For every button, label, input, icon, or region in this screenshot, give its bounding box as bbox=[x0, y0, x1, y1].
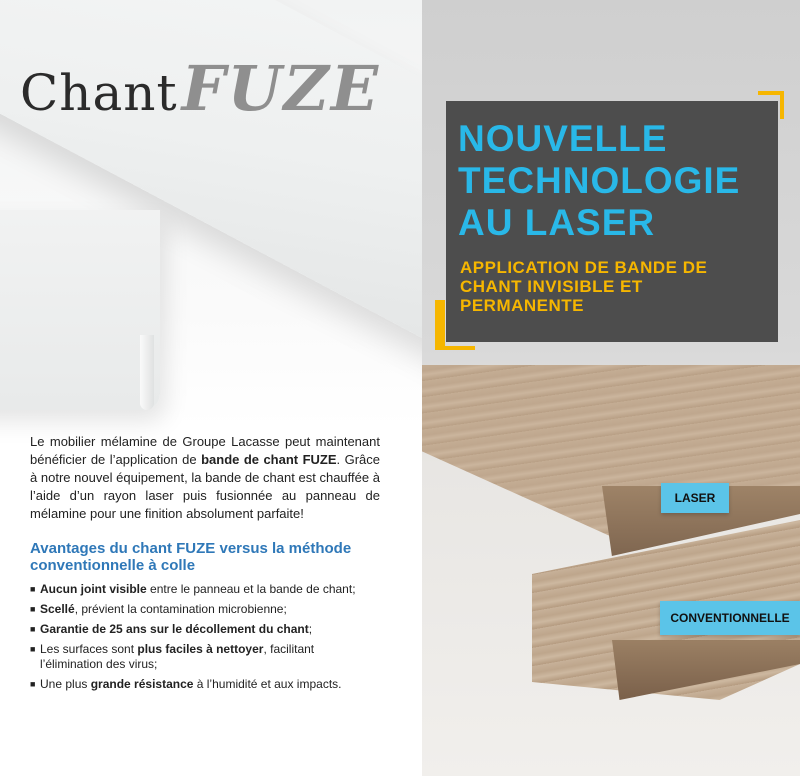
item-bold: grande résistance bbox=[90, 677, 194, 691]
list-item bbox=[30, 642, 370, 672]
page-title bbox=[20, 52, 380, 125]
item-pre: Les surfaces sont bbox=[40, 642, 138, 656]
item-text: ; bbox=[308, 622, 313, 636]
banner-subheadline: APPLICATION DE BANDE DE CHANT INVISIBLE ET PERMANENTE bbox=[460, 258, 708, 315]
white-panel-edge bbox=[140, 335, 154, 410]
item-text: à l’humidité et aux impacts. bbox=[193, 677, 342, 691]
item-bold: Garantie de 25 ans sur le décollement du chant bbox=[40, 622, 309, 636]
banner-headline: NOUVELLE TECHNOLOGIE AU LASER bbox=[458, 118, 741, 243]
conventional-tag: CONVENTIONNELLE bbox=[660, 601, 800, 635]
item-text: , prévient la contamination microbienne; bbox=[74, 602, 287, 616]
bullet-icon: ■ bbox=[30, 584, 36, 594]
title-fuze: FUZE bbox=[181, 52, 381, 125]
title-chant: Chant bbox=[20, 64, 178, 122]
laser-tag: LASER bbox=[661, 483, 729, 513]
intro-paragraph bbox=[30, 433, 380, 523]
list-item bbox=[30, 622, 370, 637]
list-item bbox=[30, 602, 370, 617]
list-item bbox=[30, 677, 370, 692]
intro-text-2: . Grâce à notre nouvel équipement, la bande de chant est chauffée à l’aide d’un rayon laser puis fusionnée au panneau de mélamine pour une finition absolument parfaite! bbox=[30, 452, 381, 521]
item-bold: Scellé bbox=[40, 602, 75, 616]
bullet-icon: ■ bbox=[30, 679, 36, 689]
bullet-icon: ■ bbox=[30, 604, 36, 614]
white-panel-lower-slab bbox=[0, 210, 160, 410]
item-pre: Une plus bbox=[40, 677, 91, 691]
item-text: , facilitant l’élimination des virus; bbox=[40, 642, 315, 671]
item-text: entre le panneau et la bande de chant; bbox=[146, 582, 356, 596]
bullet-icon: ■ bbox=[30, 624, 36, 634]
item-bold: Aucun joint visible bbox=[40, 582, 147, 596]
list-item bbox=[30, 582, 370, 597]
intro-bold: bande de chant FUZE bbox=[201, 452, 337, 467]
banner-corner-accent-top bbox=[758, 91, 784, 119]
advantages-title: Avantages du chant FUZE versus la méthode conventionnelle à colle bbox=[30, 540, 352, 574]
item-bold: plus faciles à nettoyer bbox=[137, 642, 264, 656]
advantages-list bbox=[30, 582, 370, 697]
intro-text-1: Le mobilier mélamine de Groupe Lacasse peut maintenant bénéficier de l’application de bbox=[30, 434, 380, 467]
bullet-icon: ■ bbox=[30, 644, 36, 654]
